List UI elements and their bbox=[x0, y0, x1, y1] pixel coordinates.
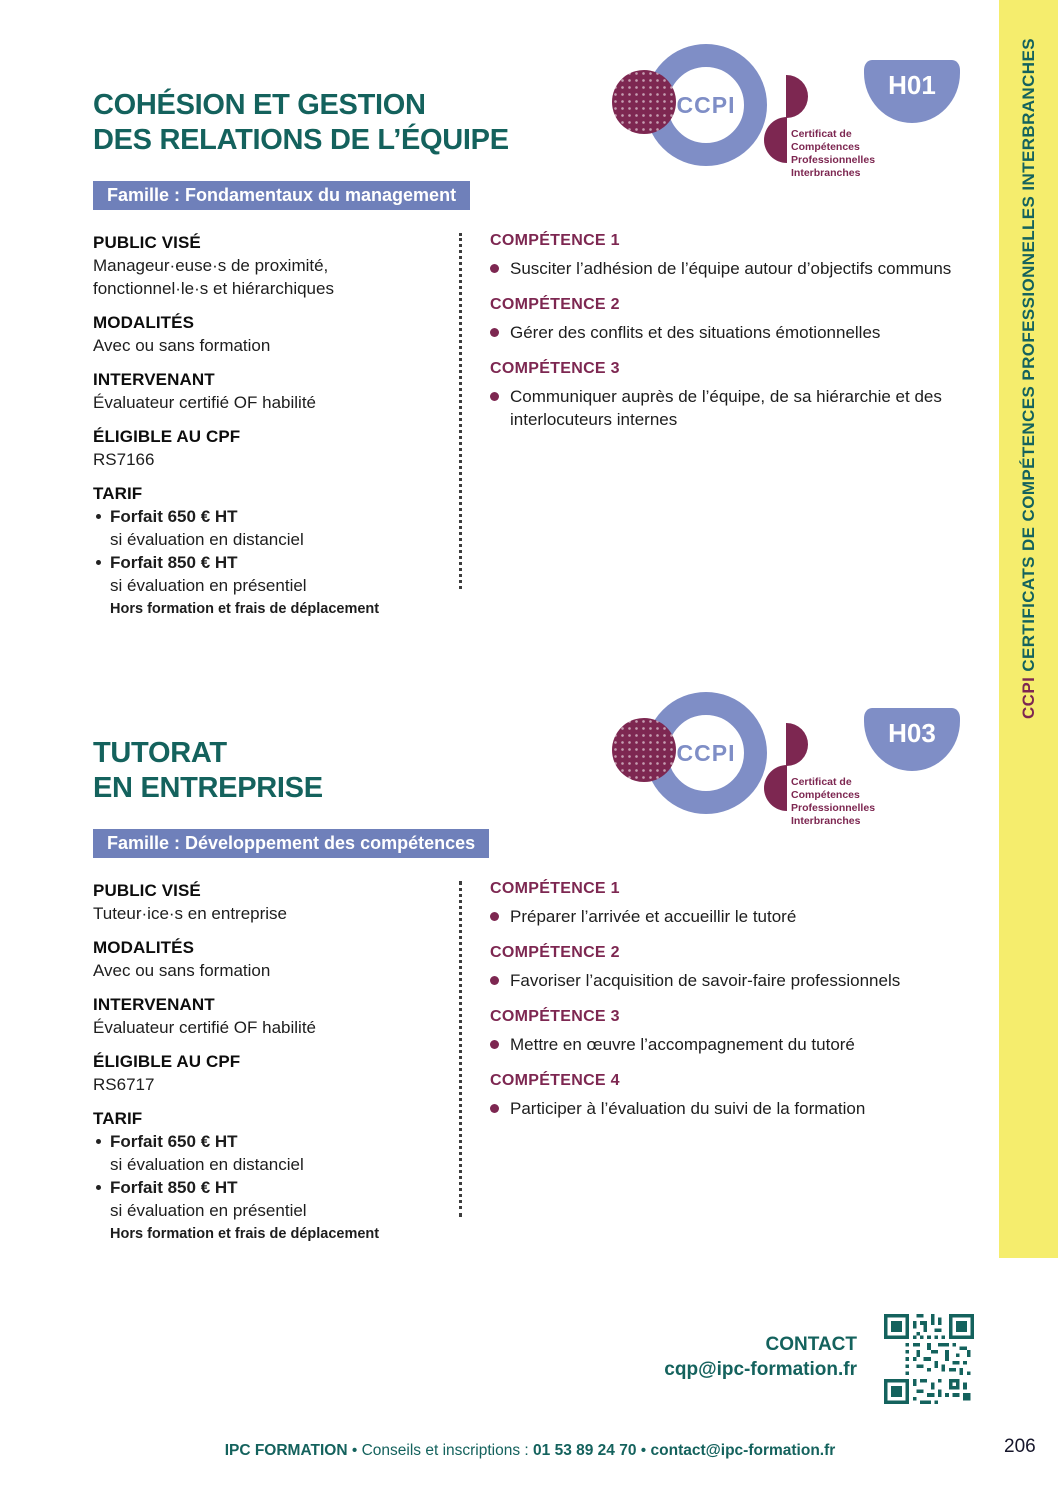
competences-column bbox=[490, 232, 972, 447]
competences-column bbox=[490, 880, 972, 1136]
bullet-icon bbox=[490, 1040, 499, 1049]
info-group-public bbox=[93, 879, 451, 925]
competence-label: COMPÉTENCE 2 bbox=[490, 944, 620, 961]
course-title-line: TUTORAT bbox=[93, 737, 227, 769]
info-label: ÉLIGIBLE AU CPF bbox=[93, 427, 241, 446]
ccpi-caption bbox=[791, 128, 875, 180]
tarif-note: Hors formation et frais de déplacement bbox=[110, 1226, 380, 1242]
tarif-item bbox=[93, 551, 451, 597]
bullet-icon bbox=[490, 1104, 499, 1113]
page-number: 206 bbox=[1004, 1436, 1036, 1457]
contact-block bbox=[557, 1332, 857, 1382]
competence-text: Préparer l’arrivée et accueillir le tutoré bbox=[510, 907, 797, 926]
tarif-price: Forfait 650 € HT bbox=[110, 507, 238, 526]
competence-block bbox=[490, 360, 972, 431]
info-value: Évaluateur certifié OF habilité bbox=[93, 1018, 316, 1037]
bullet-icon bbox=[490, 328, 499, 337]
info-label: TARIF bbox=[93, 484, 143, 503]
competence-item bbox=[490, 1033, 972, 1056]
info-group-public bbox=[93, 231, 451, 300]
course-title-line: DES RELATIONS DE L’ÉQUIPE bbox=[93, 124, 509, 156]
course-title bbox=[93, 736, 323, 806]
competence-block bbox=[490, 1072, 972, 1120]
tarif-item bbox=[93, 1176, 451, 1222]
info-group-tarif bbox=[93, 1107, 451, 1244]
info-group-intervenant bbox=[93, 993, 451, 1039]
footer-email-link[interactable]: contact@ipc-formation.fr bbox=[650, 1442, 836, 1459]
competence-text: Communiquer auprès de l’équipe, de sa hiérarchie et des interlocuteurs internes bbox=[510, 387, 942, 429]
side-band-label bbox=[999, 0, 1058, 758]
ccpi-dotted-circle-icon bbox=[612, 70, 676, 134]
tarif-price: Forfait 850 € HT bbox=[110, 553, 238, 572]
competence-label: COMPÉTENCE 3 bbox=[490, 360, 620, 377]
info-group-cpf bbox=[93, 425, 451, 471]
contact-email-link[interactable]: cqp@ipc-formation.fr bbox=[664, 1359, 857, 1380]
bullet-icon bbox=[490, 264, 499, 273]
course-section-cohesion bbox=[0, 0, 1000, 650]
competence-text: Susciter l’adhésion de l’équipe autour d’objectifs communs bbox=[510, 259, 952, 278]
module-code-badge: H01 bbox=[864, 60, 960, 123]
competence-text: Favoriser l’acquisition de savoir-faire professionnels bbox=[510, 971, 901, 990]
info-group-cpf bbox=[93, 1050, 451, 1096]
course-title-line: EN ENTREPRISE bbox=[93, 772, 323, 804]
competence-block bbox=[490, 880, 972, 928]
competence-label: COMPÉTENCE 1 bbox=[490, 232, 620, 249]
info-value: Avec ou sans formation bbox=[93, 961, 271, 980]
bullet-icon bbox=[490, 912, 499, 921]
info-label: INTERVENANT bbox=[93, 370, 215, 389]
tarif-item bbox=[93, 505, 451, 551]
info-value: Évaluateur certifié OF habilité bbox=[93, 393, 316, 412]
ccpi-caption-line: Certificat de bbox=[791, 128, 852, 140]
ccpi-caption-line: Interbranches bbox=[791, 167, 861, 179]
ccpi-caption-line: Certificat de bbox=[791, 776, 852, 788]
qr-code-icon bbox=[884, 1314, 974, 1404]
side-band-ccpi: CCPI bbox=[1019, 677, 1038, 720]
info-label: TARIF bbox=[93, 1109, 143, 1128]
competence-label: COMPÉTENCE 4 bbox=[490, 1072, 620, 1089]
tarif-item bbox=[93, 1130, 451, 1176]
competence-text: Participer à l’évaluation du suivi de la formation bbox=[510, 1099, 866, 1118]
info-label: MODALITÉS bbox=[93, 313, 195, 332]
info-group-tarif bbox=[93, 482, 451, 619]
course-info-column bbox=[93, 879, 451, 1255]
competence-item bbox=[490, 321, 972, 344]
course-title-line: COHÉSION ET GESTION bbox=[93, 89, 426, 121]
competence-label: COMPÉTENCE 1 bbox=[490, 880, 620, 897]
course-title bbox=[93, 88, 509, 158]
competence-item bbox=[490, 905, 972, 928]
info-value: Avec ou sans formation bbox=[93, 336, 271, 355]
course-info-column bbox=[93, 231, 451, 630]
module-code-badge: H03 bbox=[864, 708, 960, 771]
footer bbox=[130, 1441, 930, 1461]
footer-label: Conseils et inscriptions : bbox=[361, 1442, 529, 1459]
tarif-price: Forfait 850 € HT bbox=[110, 1178, 238, 1197]
family-badge: Famille : Développement des compétences bbox=[93, 829, 489, 858]
competence-text: Gérer des conflits et des situations émotionnelles bbox=[510, 323, 881, 342]
ccpi-halfcircle-icon bbox=[764, 117, 787, 163]
ccpi-caption-line: Professionnelles bbox=[791, 154, 876, 166]
ccpi-caption-line: Professionnelles bbox=[791, 802, 876, 814]
footer-phone: 01 53 89 24 70 bbox=[533, 1442, 637, 1459]
ccpi-halfcircle-icon bbox=[786, 75, 808, 118]
tarif-condition: si évaluation en présentiel bbox=[110, 576, 307, 595]
ccpi-caption-line: Compétences bbox=[791, 789, 860, 801]
dotted-divider bbox=[459, 233, 462, 589]
competence-block bbox=[490, 1008, 972, 1056]
info-value: fonctionnel·le·s et hiérarchiques bbox=[93, 279, 334, 298]
ccpi-acronym: CCPI bbox=[676, 739, 736, 766]
info-value: RS6717 bbox=[93, 1075, 155, 1094]
competence-block bbox=[490, 944, 972, 992]
info-label: PUBLIC VISÉ bbox=[93, 233, 201, 252]
ccpi-caption-line: Interbranches bbox=[791, 815, 861, 827]
tarif-note: Hors formation et frais de déplacement bbox=[110, 601, 380, 617]
ccpi-caption bbox=[791, 776, 875, 828]
ccpi-caption-line: Compétences bbox=[791, 141, 860, 153]
info-group-modalites bbox=[93, 311, 451, 357]
family-badge: Famille : Fondamentaux du management bbox=[93, 181, 470, 210]
info-value: Manageur·euse·s de proximité, bbox=[93, 256, 329, 275]
info-group-intervenant bbox=[93, 368, 451, 414]
competence-label: COMPÉTENCE 3 bbox=[490, 1008, 620, 1025]
ccpi-halfcircle-icon bbox=[764, 765, 787, 811]
contact-label: CONTACT bbox=[765, 1334, 857, 1355]
tarif-condition: si évaluation en présentiel bbox=[110, 1201, 307, 1220]
footer-separator: • bbox=[351, 1442, 358, 1459]
info-value: RS7166 bbox=[93, 450, 155, 469]
tarif-condition: si évaluation en distanciel bbox=[110, 1155, 304, 1174]
dotted-divider bbox=[459, 881, 462, 1217]
ccpi-halfcircle-icon bbox=[786, 723, 808, 766]
footer-separator: • bbox=[640, 1442, 647, 1459]
info-label: PUBLIC VISÉ bbox=[93, 881, 201, 900]
tarif-condition: si évaluation en distanciel bbox=[110, 530, 304, 549]
bullet-icon bbox=[96, 1185, 101, 1190]
info-label: ÉLIGIBLE AU CPF bbox=[93, 1052, 241, 1071]
bullet-icon bbox=[96, 560, 101, 565]
footer-brand: IPC FORMATION bbox=[224, 1442, 348, 1459]
info-value: Tuteur·ice·s en entreprise bbox=[93, 904, 288, 923]
info-label: MODALITÉS bbox=[93, 938, 195, 957]
side-band-text: CERTIFICATS DE COMPÉTENCES PROFESSIONNELLES INTERBRANCHES bbox=[1019, 38, 1038, 673]
competence-block bbox=[490, 296, 972, 344]
competence-item bbox=[490, 385, 972, 431]
info-group-modalites bbox=[93, 936, 451, 982]
info-label: INTERVENANT bbox=[93, 995, 215, 1014]
course-section-tutorat bbox=[0, 648, 1000, 1298]
bullet-icon bbox=[96, 514, 101, 519]
bullet-icon bbox=[490, 392, 499, 401]
competence-text: Mettre en œuvre l’accompagnement du tutoré bbox=[510, 1035, 855, 1054]
tarif-price: Forfait 650 € HT bbox=[110, 1132, 238, 1151]
bullet-icon bbox=[490, 976, 499, 985]
competence-block bbox=[490, 232, 972, 280]
competence-label: COMPÉTENCE 2 bbox=[490, 296, 620, 313]
competence-item bbox=[490, 257, 972, 280]
ccpi-dotted-circle-icon bbox=[612, 718, 676, 782]
bullet-icon bbox=[96, 1139, 101, 1144]
competence-item bbox=[490, 1097, 972, 1120]
ccpi-acronym: CCPI bbox=[676, 91, 736, 118]
competence-item bbox=[490, 969, 972, 992]
